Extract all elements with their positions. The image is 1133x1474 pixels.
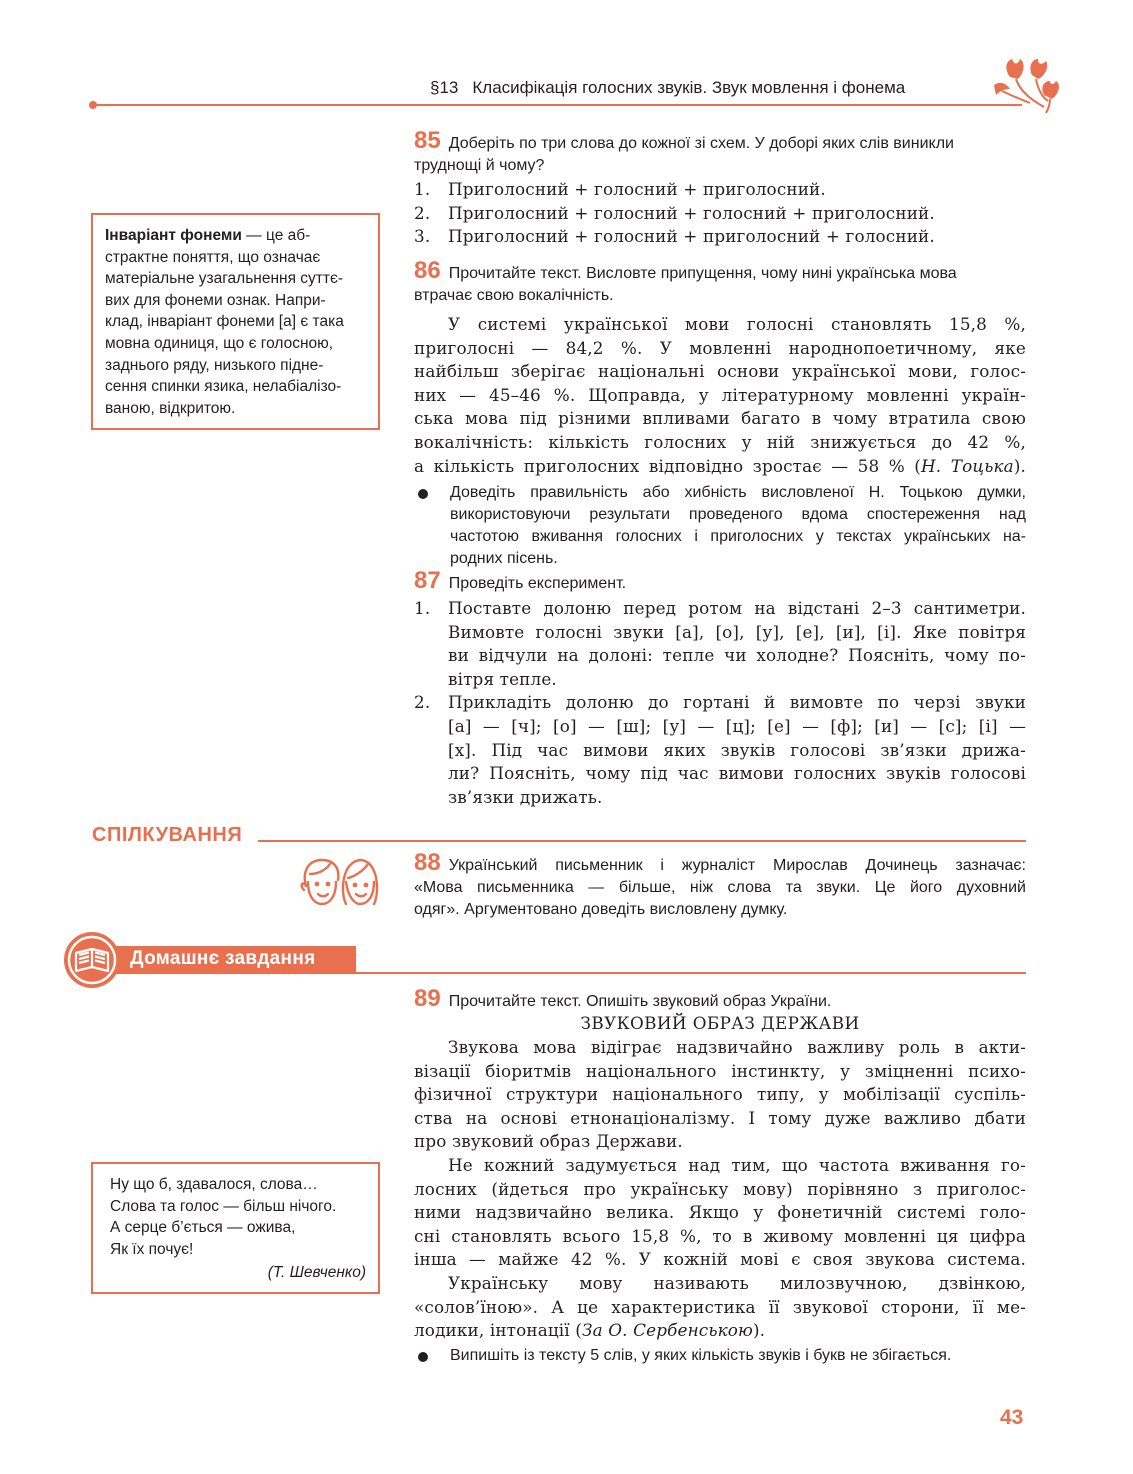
bullet-line: родних пісень. bbox=[450, 550, 558, 568]
homework-section-label: Домашнє завдання bbox=[130, 948, 316, 969]
definition-line: — це аб- bbox=[241, 227, 311, 244]
list-line: Вимовте голосні звуки [а], [о], [у], [е], [и], [і]. Яке повітря bbox=[448, 621, 1026, 642]
exercise-89-task bbox=[414, 985, 1026, 1013]
quote-line: Ну що б, здавалося, слова… bbox=[110, 1176, 318, 1193]
text-line: У системі української мови голосні становлять 15,8 %, bbox=[448, 314, 1026, 334]
list-line: Прикладіть долоню до гортані й вимовте по черзі звуки bbox=[448, 692, 1026, 713]
text-line: вокалічність: кількість голосних у ній знижується до 42 %, bbox=[414, 431, 1026, 452]
task-line: Прочитайте текст. Висловте припущення, чому нині українська мова bbox=[448, 265, 957, 282]
text-line: фізичної структури національного типу, у мобілізації суспіль- bbox=[414, 1084, 1026, 1105]
definition-line: заднього ряду, низького підне- bbox=[105, 356, 324, 374]
text-line: сні становлять всього 15,8 %, то в живому мовленні ця цифра bbox=[414, 1225, 1026, 1246]
quote-source: (Т. Шевченко) bbox=[267, 1264, 366, 1282]
communication-rule bbox=[258, 840, 1026, 842]
quote-box bbox=[91, 1162, 380, 1294]
definition-line: страктне поняття, що означає bbox=[105, 248, 321, 266]
list-line: Поставте долоню перед ротом на відстані 2–3 сантиметри. bbox=[448, 598, 1026, 618]
text-line: лосних (йдеться про українську мову) порівняно з приголос- bbox=[414, 1178, 1026, 1199]
bullet-line: Доведіть правильність або хибність висловленої Н. Тоцькою думки, bbox=[450, 484, 1026, 502]
bullet-line: використовуючи результати проведеного вдома спостереження над bbox=[450, 506, 1026, 524]
text-title: ЗВУКОВИЙ ОБРАЗ ДЕРЖАВИ bbox=[580, 1013, 860, 1033]
list-line: [х]. Під час вимови яких звуків голосові зв’язки дрижа- bbox=[448, 739, 1026, 760]
exercise-86-text bbox=[414, 313, 1026, 478]
header-rule bbox=[92, 104, 1022, 106]
definition-line: ваною, відкритою. bbox=[105, 399, 236, 417]
text-line: інша — майже 42 %. У кожній мові є своя звукова система. bbox=[414, 1249, 1026, 1270]
list-line: ви відчули на долоні: тепле чи холодне? Поясніть, чому по- bbox=[448, 645, 1026, 666]
list-item bbox=[414, 202, 1026, 226]
exercise-87 bbox=[414, 567, 1026, 809]
text-line: ства на основі етнонаціоналізму. І тому дуже важливо дбати bbox=[414, 1107, 1026, 1128]
communication-section-label: СПІЛКУВАННЯ bbox=[92, 824, 243, 846]
book-icon bbox=[63, 931, 121, 989]
task-line: одяг». Аргументовано доведіть висловлену думку. bbox=[414, 901, 788, 918]
text-fragment: а кількість приголосних відповідно зростає — 58 % ( bbox=[414, 455, 922, 476]
exercise-number: 89 bbox=[414, 985, 441, 1012]
list-item bbox=[414, 597, 1026, 691]
text-line: Українську мову називають милозвучною, дзвінкою, bbox=[448, 1272, 1026, 1293]
section-title: Класифікація голосних звуків. Звук мовлення і фонема bbox=[472, 78, 906, 97]
bullet-task bbox=[414, 1345, 1026, 1367]
exercise-85 bbox=[414, 127, 1026, 249]
exercise-number: 88 bbox=[414, 849, 441, 876]
list-number: 2. bbox=[414, 692, 431, 713]
text-fragment: ). bbox=[752, 1320, 766, 1341]
text-line bbox=[414, 455, 1026, 479]
list-number: 1. bbox=[414, 179, 431, 199]
text-line: Не кожний задумується над тим, що частота вживання го- bbox=[448, 1154, 1026, 1175]
task-line: труднощі й чому? bbox=[414, 157, 545, 174]
list-item bbox=[414, 225, 1026, 249]
list-item bbox=[414, 178, 1026, 202]
exercise-88 bbox=[414, 849, 1026, 921]
list-line: зв’язки дрижать. bbox=[448, 786, 603, 807]
task-line: Доберіть по три слова до кожної зі схем. У доборі яких слів виникли bbox=[448, 135, 954, 152]
exercise-85-task bbox=[414, 127, 1026, 177]
text-line: візації біоритмів національного інстинкту, у зміцненні психо- bbox=[414, 1060, 1026, 1081]
exercise-89 bbox=[414, 985, 1026, 1367]
list-text: Приголосний + голосний + приголосний + голосний. bbox=[448, 226, 935, 247]
task-line: Український письменник і журналіст Мирослав Дочинець зазначає: bbox=[448, 857, 1026, 874]
exercise-86-task bbox=[414, 257, 1026, 307]
exercise-number: 87 bbox=[414, 567, 441, 594]
bullet-task bbox=[414, 482, 1026, 570]
text-source: Н. Тоцька bbox=[921, 455, 1014, 476]
text-line: про звуковий образ Держави. bbox=[414, 1131, 683, 1152]
text-line: Звукова мова відіграє надзвичайно важливу роль в акти- bbox=[448, 1037, 1026, 1057]
list-text: Приголосний + голосний + голосний + приголосний. bbox=[448, 202, 935, 223]
text-line: них — 45–46 %. Щоправда, у літературному мовленні україн- bbox=[414, 384, 1026, 405]
task-line: «Мова письменника — більше, ніж слова та звуки. Це його духовний bbox=[414, 879, 1026, 896]
bullet-line: Випишіть із тексту 5 слів, у яких кількість звуків і букв не збігається. bbox=[450, 1346, 952, 1364]
exercise-86 bbox=[414, 257, 1026, 570]
quote-line: Як їх почує! bbox=[110, 1240, 194, 1258]
text-line: «солов’їною». А це характеристика її звукової сторони, її ме- bbox=[414, 1296, 1026, 1317]
definition-line: мовна одиниця, що є голосною, bbox=[105, 334, 334, 352]
definition-box bbox=[91, 213, 380, 430]
list-number: 1. bbox=[414, 598, 431, 618]
definition-term: Інваріант фонеми bbox=[105, 227, 242, 244]
text-line: приголосні — 84,2 %. У мовленні народнопоетичному, яке bbox=[414, 337, 1026, 358]
flower-logo-icon bbox=[990, 55, 1068, 117]
running-header bbox=[430, 78, 905, 98]
task-line: Проведіть експеримент. bbox=[448, 575, 627, 592]
list-text: Приголосний + голосний + приголосний. bbox=[448, 179, 826, 199]
list-line: [а] — [ч]; [о] — [ш]; [у] — [ц]; [е] — [ф]; [и] — [с]; [і] — bbox=[448, 715, 1026, 736]
bullet-icon bbox=[418, 489, 428, 499]
task-line: втрачає свою вокалічність. bbox=[414, 287, 614, 304]
text-line: ська мова під різними впливами багато в чому втратила свою bbox=[414, 408, 1026, 429]
task-line: Прочитайте текст. Опишіть звуковий образ України. bbox=[448, 993, 832, 1010]
text-line: найбільш зберігає національні основи української мови, голос- bbox=[414, 361, 1026, 382]
list-number: 2. bbox=[414, 202, 431, 223]
definition-line: клад, інваріант фонеми [а] є така bbox=[105, 313, 344, 331]
exercise-87-task bbox=[414, 567, 1026, 595]
page-number: 43 bbox=[1000, 1406, 1024, 1429]
text-line: ними надзвичайно велика. Якщо у фонетичній системі голо- bbox=[414, 1202, 1026, 1223]
exercise-number: 85 bbox=[414, 127, 441, 154]
list-number: 3. bbox=[414, 226, 431, 247]
text-fragment: лодики, інтонації ( bbox=[414, 1320, 583, 1341]
bullet-line: частотою вживання голосних і приголосних у текстах українських на- bbox=[450, 528, 1026, 546]
quote-line: А серце б’ється — ожива, bbox=[110, 1219, 296, 1237]
exercise-number: 86 bbox=[414, 257, 441, 284]
header-rule-dot bbox=[89, 101, 97, 109]
text-fragment: ). bbox=[1013, 455, 1026, 476]
definition-line: сення спинки язика, нелабіалізо- bbox=[105, 378, 342, 396]
exercise-88-task bbox=[414, 849, 1026, 921]
exercise-89-text bbox=[414, 1036, 1026, 1343]
list-line: ли? Поясніть, чому під час вимови голосних звуків голосові bbox=[448, 763, 1026, 784]
section-number: §13 bbox=[430, 78, 459, 97]
faces-icon bbox=[298, 852, 382, 912]
definition-line: вих для фонеми ознак. Напри- bbox=[105, 291, 326, 309]
definition-line: матеріальне узагальнення суттє- bbox=[105, 270, 344, 288]
list-item bbox=[414, 691, 1026, 809]
list-line: вітря тепле. bbox=[448, 668, 557, 689]
bullet-icon bbox=[418, 1352, 428, 1362]
text-line bbox=[414, 1319, 1026, 1343]
quote-line: Слова та голос — більш нічого. bbox=[110, 1197, 337, 1215]
text-source: За О. Сербенською bbox=[582, 1320, 753, 1341]
